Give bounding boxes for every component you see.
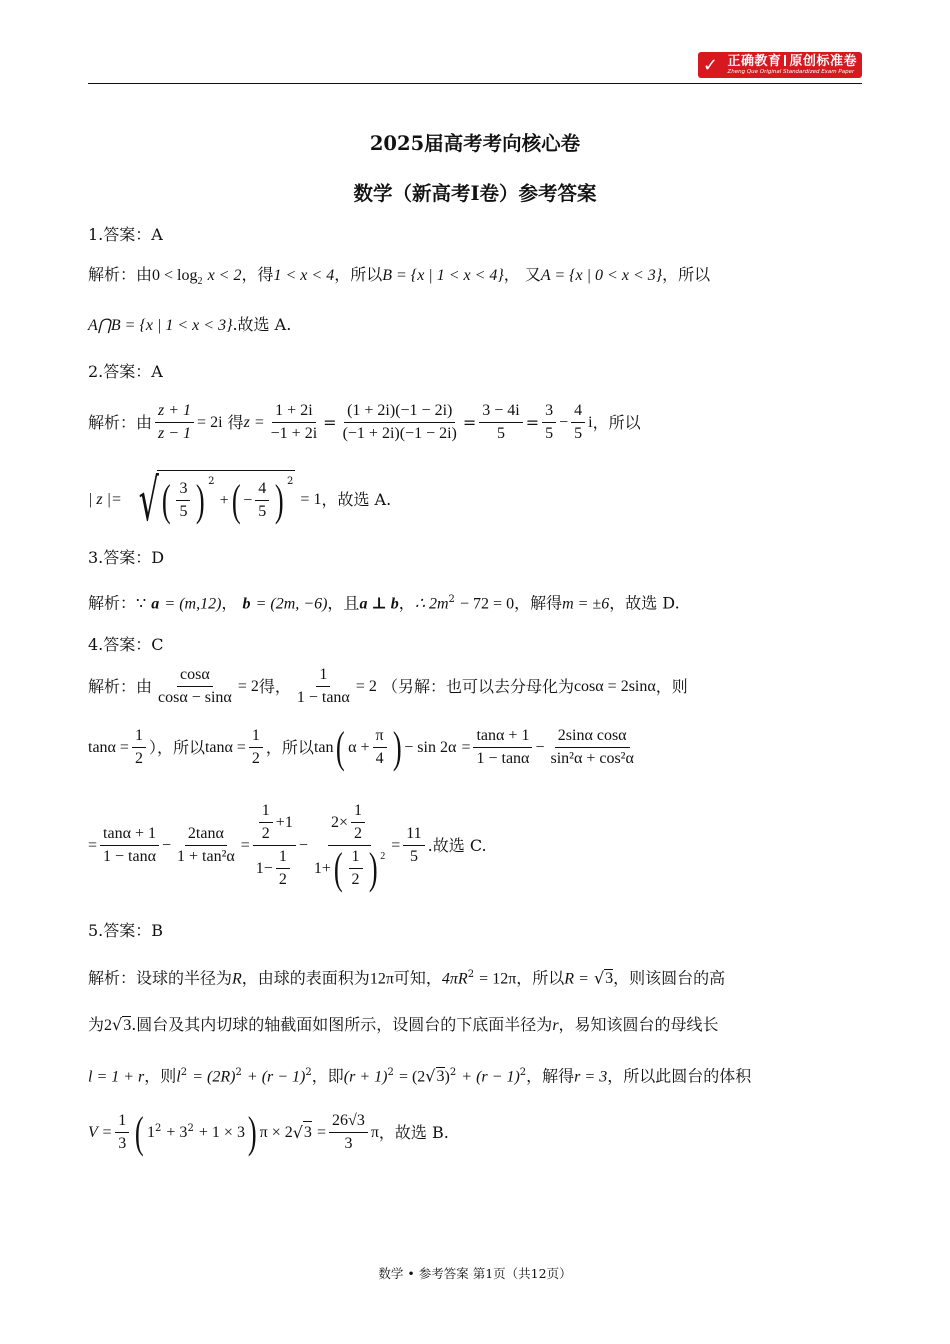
compound-fraction: 2× $\frac{1}{2}$ 1+ ( $\frac{1}{2}$ ) $^2$ [313,802,386,893]
page-footer: 数学 • 参考答案 第1页（共12页） [378,1266,572,1281]
logo-subtitle: Zheng Que Original Standardized Exam Paper [727,68,855,75]
fraction: $\frac{z + 1}{z - 1}$ [155,400,194,445]
answer-3: 3.答案：D [88,548,165,567]
q5-solution-line4: V = $\frac{1}{3}$ ( 1 $^2$ + 3 $^2$ + 1 × 3 ) π × 2 √ 3 = $\frac{26√3}{3}$ π ，故选 B. [88,1107,449,1157]
logo-divider [784,55,786,66]
compound-fraction: $\frac{1}{2}$ +1 1− $\frac{1}{2}$ [253,800,296,891]
logo-text [722,52,862,78]
q4-solution-line2: tanα = $\frac{1}{2}$ ），所以 tanα = $\frac{1}{2}$ ，所以 tan ( α + $\frac{\pi}{4}$ ) − sin 2α = $\frac{\tan\alpha + 1}{1 - \tan\alpha}$ − $\frac{\text{2sinα cosα}}{\text{sin²α + cos²α}}$ [88,722,634,772]
logo-tagline: 原创标准卷 [789,53,857,69]
fraction: $\frac{1 + 2i}{-1 + 2i}$ [270,402,318,442]
answer-1: 1.答案：A [88,225,163,244]
answer-5: 5.答案：B [88,921,164,940]
fraction: $\frac{4}{5}$ [571,400,585,445]
q2-solution-line1: 解析：由 $\frac{z + 1}{z - 1}$ = 2i 得 z = $\frac{1 + 2i}{-1 + 2i}$ = $\frac{(1 + 2i)(-1 - 2i)}{(-1 + 2i)(-1 - 2i)}$ = $\frac{3 - 4i}{5}$ = $\frac{3}{5}$ − $\frac{4}{5}$ i ，所以 [88,400,641,445]
q5-solution-line2: 为2√3.圆台及其内切球的轴截面如图所示，设圆台的下底面半径为r，易知该圆台的母线长 [88,1015,719,1034]
fraction: $\frac{3}{5}$ [542,400,556,445]
q5-solution-line3: l = 1 + r，则$l^2 = (2R)^2 + (r - 1)^2$，即$(r + 1)^2 = (2√3)^2 + (r - 1)^2$，解得r = 3，所以此圆台的体积 [88,1066,752,1086]
answer-4: 4.答案：C [88,635,164,654]
q5-solution-line1: 解析：设球的半径为R，由球的表面积为12π可知，$4\pi R^2 = 12\pi$，所以R = √3，则该圆台的高 [88,968,726,988]
logo-brand: 正确教育 [727,53,782,69]
q3-solution: 解析：∵ a = (m,12)， b = (2m, −6)，且a ⊥ b，∴ $2m^2 - 72 = 0$，解得m = ±6，故选 D. [88,593,680,613]
q1-solution-line1: 解析：由$0 < \log_2 x < 2$，得1 < x < 4，所以B = {x | 1 < x < 4}， 又A = {x | 0 < x < 3}，所以 [88,265,711,288]
q4-solution-line1: 解析：由 $\frac{\cos\alpha}{\cos\alpha - \sin\alpha}$ = 2 得， $\frac{1}{1 - \tan\alpha}$ = 2 （另解：也可以去分母化为 cosα = 2sinα ，则 [88,666,688,706]
page-subtitle: 数学（新高考I卷）参考答案 [353,182,597,205]
fraction: $\frac{3 - 4i}{5}$ [479,400,522,445]
header-rule [88,83,862,84]
brand-logo [698,52,862,78]
q2-solution-line2: | z |= √ ( $\frac{3}{5}$ ) $^2$ + ( − $\frac{4}{5}$ ) $^2$ = 1 ，故选 A. [88,466,392,534]
answer-2: 2.答案：A [88,362,163,381]
page-title: 2025届高考考向核心卷 [369,132,581,155]
check-icon: ✓ [698,52,722,78]
q4-solution-line3: = $\frac{\tan\alpha + 1}{1 - \tan\alpha}$ − $\frac{2\tan\alpha}{\text{1 + tan²α}}$ = $\frac{1}{2}$ +1 1− $\frac{1}{2}$ − 2× $\frac{1}{2}$ 1+ ( $\frac{1}{2}$ ) $^2$ = $\frac{11}{5}$ .故选 C. [88,802,487,893]
square-root: √ ( $\frac{3}{5}$ ) $^2$ + ( − $\frac{4}{5}$ ) $^2$ [138,466,294,534]
fraction: $\frac{(1 + 2i)(-1 - 2i)}{(-1 + 2i)(-1 - 2i)}$ [342,402,457,442]
q1-solution-line2: A⋂B = {x | 1 < x < 3}.故选 A. [88,315,292,334]
radical-icon: √ [138,466,159,534]
